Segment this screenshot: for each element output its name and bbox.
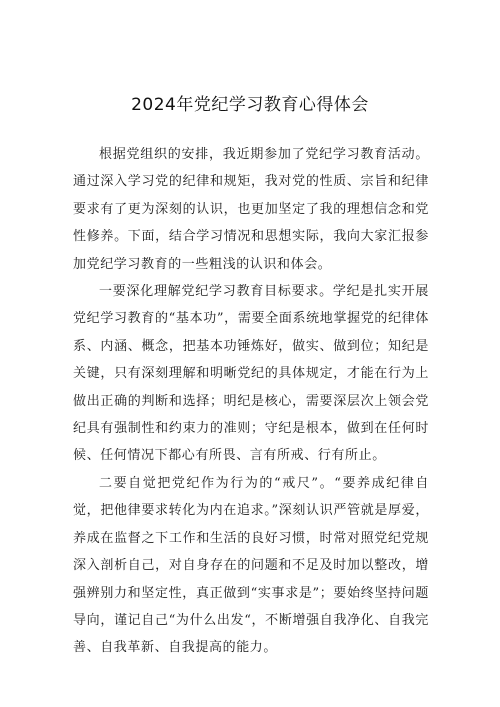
paragraph-intro: 根据党组织的安排，我近期参加了党纪学习教育活动。通过深入学习党的纪律和规矩，我对党的性质、宗旨和纪律要求有了更为深刻的认识，也更加坚定了我的理想信念和党性修养。下面，结合学习情况和思想实际，我向大家汇报参加党纪学习教育的一些粗浅的认识和体会。	[73, 147, 429, 272]
paragraph-point-one: 一要深化理解党纪学习教育目标要求。学纪是扎实开展党纪学习教育的“基本功”，需要全面系统地掌握党的纪律体系、内涵、概念，把基本功锤炼好，做实、做到位；知纪是关键，只有深刻理解和明晰党纪的具体规定，才能在行为上做出正确的判断和选择；明纪是核心，需要深层次上领会党纪具有强制性和约束力的准则；守纪是根本，做到在任何时候、任何情况下都心有所畏、言有所戒、行有所止。	[73, 284, 429, 464]
paragraph-point-two: 二要自觉把党纪作为行为的“戒尺”。“要养成纪律自觉，把他律要求转化为内在追求。”深刻认识严管就是厚爱，养成在监督之下工作和生活的良好习惯，时常对照党纪党规深入剖析自己，对自身存在的问题和不足及时加以整改，增强辨别力和坚定性，真正做到“实事求是”；要始终坚持问题导向，谨记自己“为什么出发“，不断增强自我净化、自我完善、自我革新、自我提高的能力。	[73, 475, 429, 656]
document-title: 2024年党纪学习教育心得体会	[131, 95, 369, 115]
document-body	[73, 141, 429, 662]
